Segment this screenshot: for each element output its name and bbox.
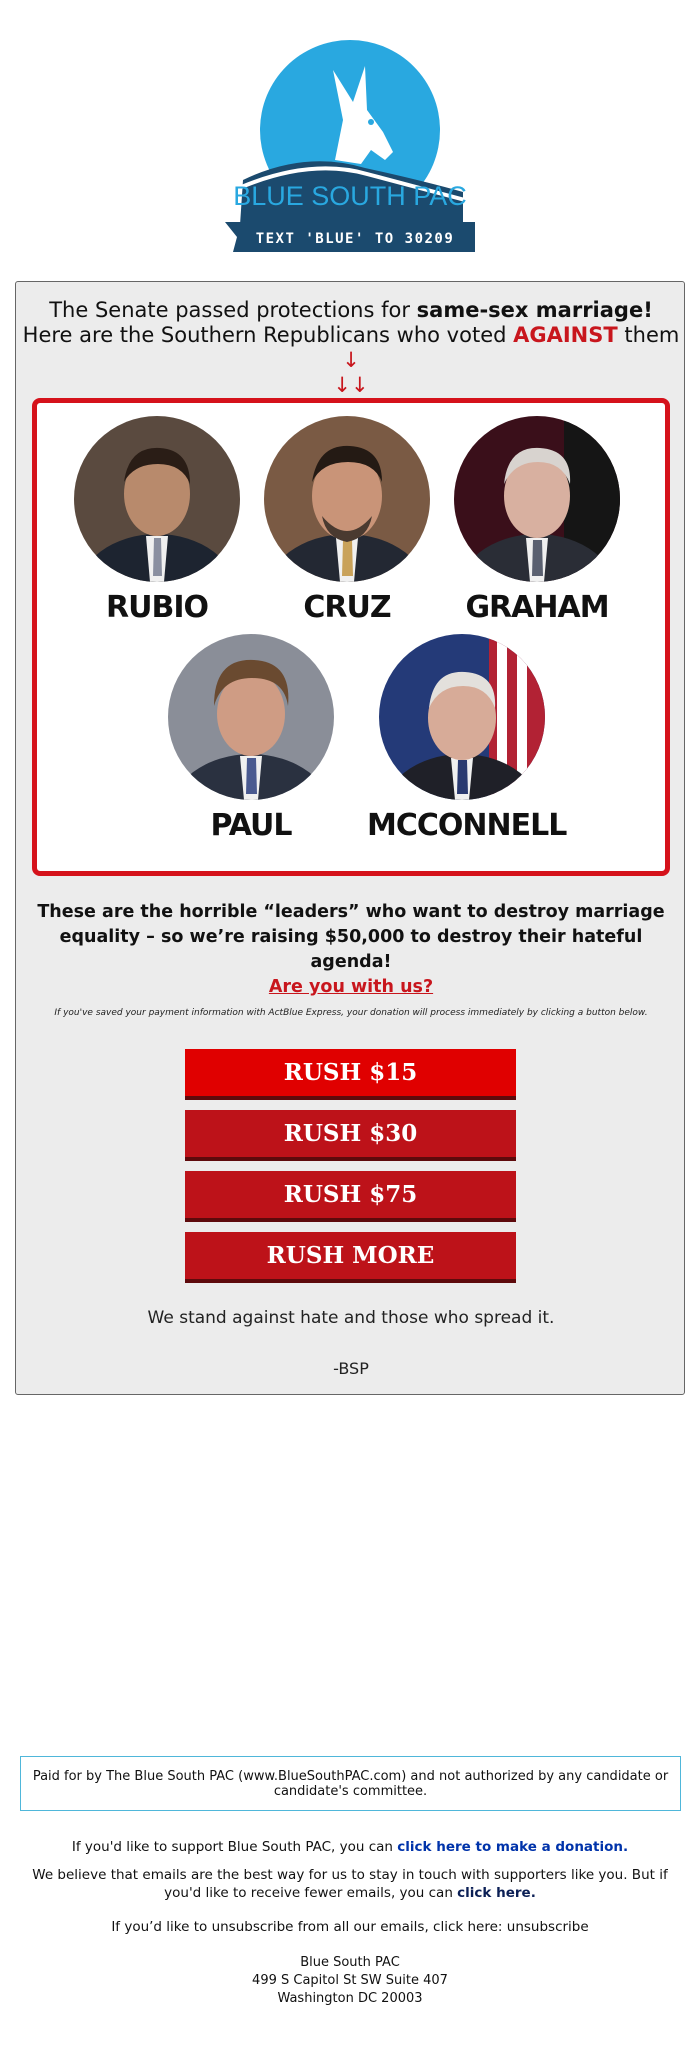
rush-75-button[interactable]: RUSH $75: [185, 1171, 516, 1222]
fewer-emails-link[interactable]: click here.: [457, 1885, 536, 1901]
senator-cruz: [252, 416, 442, 625]
closing-statement: We stand against hate and those who spread it.: [147, 1308, 555, 1328]
senator-graham: [442, 416, 632, 625]
are-you-with-us-link[interactable]: Are you with us?: [268, 977, 434, 997]
headline-text-2: Here are the Southern Republicans who voted: [22, 323, 514, 347]
logo-banner: TEXT 'BLUE' TO 30209: [255, 231, 455, 247]
pitch: [36, 900, 666, 1000]
fewer-emails-line: [25, 1866, 675, 1902]
logo: [0, 40, 700, 255]
down-arrow-icon: ↓: [342, 348, 360, 372]
email-card: [15, 281, 685, 1395]
support-text: If you'd like to support Blue South PAC, you can: [71, 1839, 398, 1855]
rush-more-button[interactable]: RUSH MORE: [185, 1232, 516, 1283]
graham-portrait: [454, 416, 620, 582]
down-arrows-icon: ↓↓: [333, 373, 369, 397]
paid-for-disclaimer: Paid for by The Blue South PAC (www.BlueSouthPAC.com) and not authorized by any candidate or candidate's committee.: [20, 1756, 681, 1811]
rush-30-button[interactable]: RUSH $30: [185, 1110, 516, 1161]
headline-emphasis: same-sex marriage!: [416, 298, 653, 322]
donation-link[interactable]: click here to make a donation.: [397, 1839, 629, 1855]
donkey-logo-icon: [215, 40, 485, 252]
senator-rubio: [62, 416, 252, 625]
headline: [16, 298, 686, 398]
senator-name: CRUZ: [303, 590, 391, 625]
unsubscribe-line[interactable]: If you’d like to unsubscribe from all our emails, click here: unsubscribe: [111, 1919, 589, 1935]
support-line: [25, 1838, 675, 1856]
senator-mcconnell: [367, 634, 567, 843]
rubio-portrait: [74, 416, 240, 582]
senator-name: RUBIO: [106, 590, 208, 625]
pitch-text: These are the horrible “leaders” who want to destroy marriage equality – so we’re raising $50,000 to destroy their hateful agenda!: [37, 902, 665, 972]
headline-tail: them: [617, 323, 680, 347]
senator-name: GRAHAM: [465, 590, 609, 625]
senator-name: PAUL: [210, 808, 292, 843]
paul-portrait: [168, 634, 334, 800]
headline-text: The Senate passed protections for: [49, 298, 417, 322]
senator-paul: [156, 634, 346, 843]
senator-name: MCCONNELL: [367, 808, 567, 843]
senator-photo-grid[interactable]: [32, 398, 670, 876]
mcconnell-portrait: [379, 634, 545, 800]
mailing-address: [0, 1954, 700, 2008]
actblue-express-note: If you've saved your payment information with ActBlue Express, your donation will process immediately by clicking a button below.: [54, 1008, 648, 1018]
signature: -BSP: [333, 1359, 369, 1378]
against-label: AGAINST: [513, 323, 618, 347]
logo-name: BLUE SOUTH PAC: [233, 181, 467, 211]
address-org: Blue South PAC: [300, 1955, 400, 1970]
address-street: 499 S Capitol St SW Suite 407: [252, 1973, 448, 1988]
fewer-emails-text: We believe that emails are the best way for us to stay in touch with supporters like you. But if you'd like to receive fewer emails, you can: [32, 1867, 668, 1901]
cruz-portrait: [264, 416, 430, 582]
rush-15-button[interactable]: RUSH $15: [185, 1049, 516, 1100]
address-city: Washington DC 20003: [277, 1991, 423, 2006]
